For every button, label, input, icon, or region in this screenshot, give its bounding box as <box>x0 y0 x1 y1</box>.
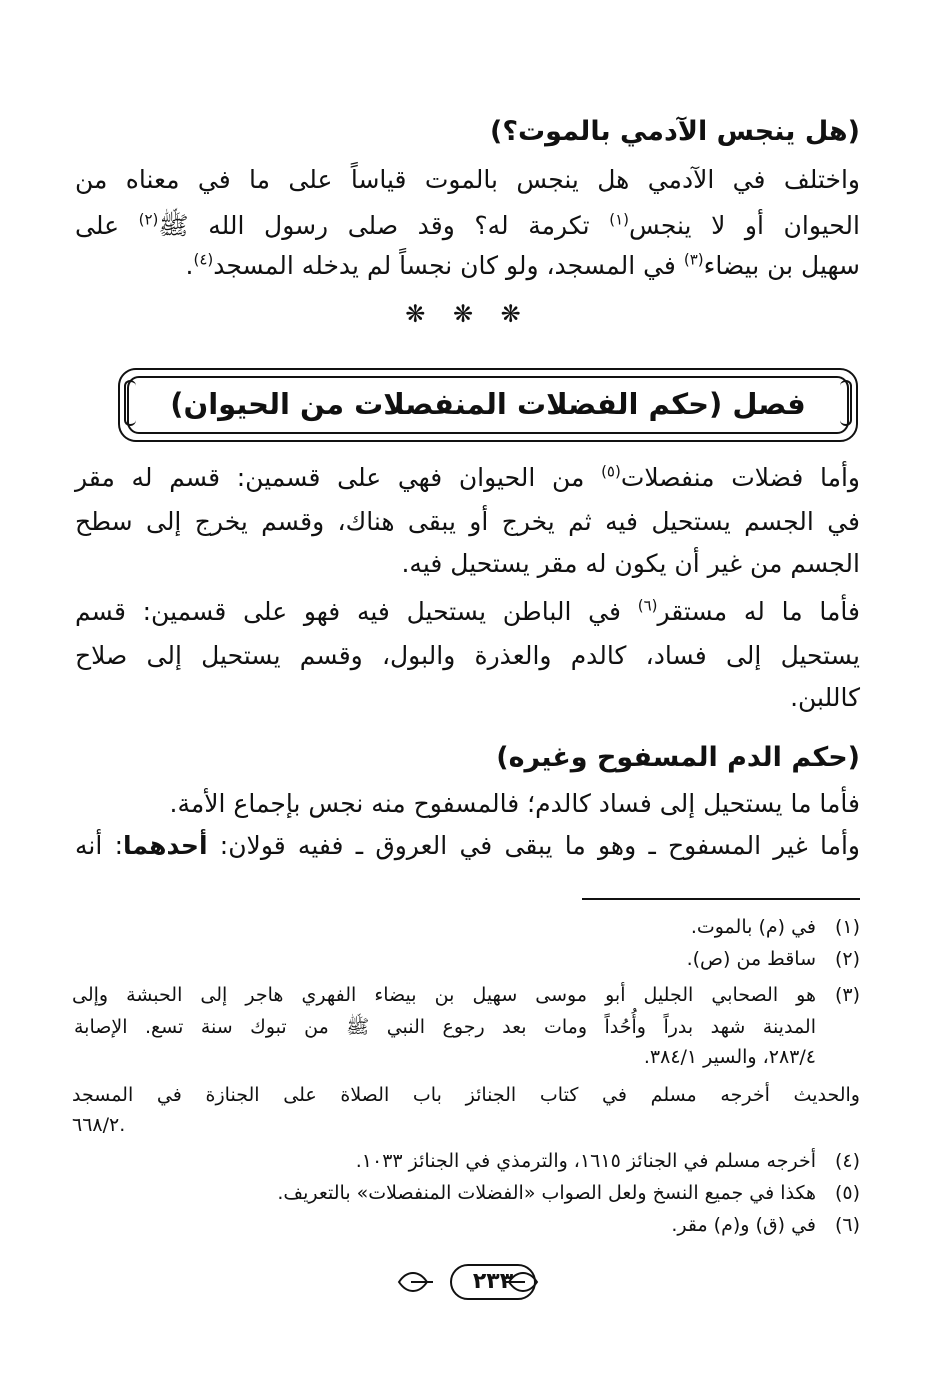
paragraph4-line2 <box>75 824 860 868</box>
footnote-1 <box>72 912 860 942</box>
footnote-ref-6: (٦) <box>637 596 658 615</box>
footnote-1-text: في (م) بالموت. <box>690 916 816 938</box>
footnote-1-number: (١) <box>834 916 860 938</box>
footnote-2-number: (٢) <box>834 948 860 970</box>
paragraph4-line2-a: وأما غير المسفوح ـ وهو ما يبقى في العروق ـ ففيه قولان: <box>207 831 860 860</box>
footnote-3 <box>72 980 860 1010</box>
footnote-3-text: هو الصحابي الجليل أبو موسى سهيل بن بيضاء الفهري هاجر إلى الحبشة وإلى <box>72 984 816 1006</box>
paragraph1-line3 <box>75 244 860 288</box>
paragraph2-line3: الجسم من غير أن يكون له مقر يستحيل فيه. <box>401 549 860 578</box>
footnote-5-number: (٥) <box>834 1182 860 1204</box>
footnote-ref-3: (٣) <box>683 250 704 269</box>
footnote-3-cont-line3: والحديث أخرجه مسلم في كتاب الجنائز باب الصلاة على الجنازة في المسجد <box>72 1084 860 1106</box>
chapter-title-frame <box>118 368 858 442</box>
footnote-3-cont-line2: ٢٨٣/٤، والسير ٣٨٤/١. <box>643 1046 816 1068</box>
footnote-3-cont-line1: المدينة شهد بدراً وأُحُداً ومات بعد رجوع النبي ﷺ من تبوك سنة تسع. الإصابة <box>74 1016 816 1038</box>
footnote-3-cont-line4: ٦٦٨/٢. <box>72 1114 126 1136</box>
paragraph3-line1-b: في الباطن يستحيل فيه فهو على قسمين: قسم <box>75 597 638 626</box>
paragraph4-line2-b: : أنه <box>75 831 123 860</box>
paragraph2-line2: في الجسم يستحيل فيه ثم يخرج أو يبقى هناك، وقسم يخرج إلى سطح <box>75 507 860 536</box>
footnote-ref-5: (٥) <box>601 462 621 481</box>
page-number: ٢٣٣ <box>450 1264 536 1300</box>
paragraph3-line1 <box>75 590 860 634</box>
footnote-ref-2: (٢) <box>138 210 159 229</box>
paragraph1-line3-a: سهيل بن بيضاء <box>703 251 860 280</box>
paragraph3-line1-a: فأما ما له مستقر <box>657 597 860 626</box>
paragraph3-line2: يستحيل إلى فساد، كالدم والعذرة والبول، وقسم يستحيل إلى صلاح <box>75 641 860 670</box>
paragraph1-line3-b: في المسجد، ولو كان نجساً لم يدخله المسجد <box>213 251 684 280</box>
paragraph2-line1 <box>75 456 860 500</box>
footnote-4 <box>72 1146 860 1176</box>
section-heading-impurity-of-dead: (هل ينجس الآدمي بالموت؟) <box>490 116 860 147</box>
footnote-divider <box>582 898 860 900</box>
paragraph4-bold-word: أحدهما <box>123 831 208 860</box>
paragraph1-line1: واختلف في الآدمي هل ينجس بالموت قياساً على ما في معناه من <box>75 165 860 194</box>
footnote-2-text: ساقط من (ص). <box>686 948 816 970</box>
paragraph1-line2-a: الحيوان أو لا ينجس <box>628 211 860 240</box>
section-separator-stars: ❋ ❋ ❋ <box>405 300 531 328</box>
page-number-ornament <box>418 1262 518 1302</box>
footnote-ref-4: (٤) <box>193 250 214 269</box>
footnote-3-number: (٣) <box>834 984 860 1006</box>
footnote-5-text: هكذا في جميع النسخ ولعل الصواب «الفضلات المنفصلات» بالتعريف. <box>277 1182 816 1204</box>
paragraph1-line2-b: تكرمة له؟ وقد صلى رسول الله ﷺ <box>158 211 610 240</box>
footnote-6-number: (٦) <box>834 1214 860 1236</box>
section-heading-shed-blood: (حكم الدم المسفوح وغيره) <box>496 742 860 773</box>
paragraph1-line2-c: على <box>75 211 139 240</box>
paragraph3-line3: كاللبن. <box>790 683 860 712</box>
paragraph2-line1-b: من الحيوان فهي على قسمين: قسم له مقر <box>75 463 602 492</box>
paragraph4-line1: فأما ما يستحيل إلى فساد كالدم؛ فالمسفوح منه نجس بإجماع الأمة. <box>169 789 860 818</box>
footnote-4-text: أخرجه مسلم في الجنائز ١٦١٥، والترمذي في الجنائز ١٠٣٣. <box>355 1150 816 1172</box>
footnote-4-number: (٤) <box>834 1150 860 1172</box>
paragraph2-line1-a: وأما فضلات منفصلات <box>620 463 861 492</box>
chapter-title: فصل (حكم الفضلات المنفصلات من الحيوان) <box>170 387 806 421</box>
paragraph1-line3-c: . <box>185 251 194 280</box>
footnote-ref-1: (١) <box>609 210 629 229</box>
footnote-2 <box>72 944 860 974</box>
footnote-6-text: في (ق) و(م) مقر. <box>671 1214 816 1236</box>
paragraph1-line2 <box>75 204 860 248</box>
footnote-5 <box>72 1178 860 1208</box>
footnote-6 <box>72 1210 860 1240</box>
